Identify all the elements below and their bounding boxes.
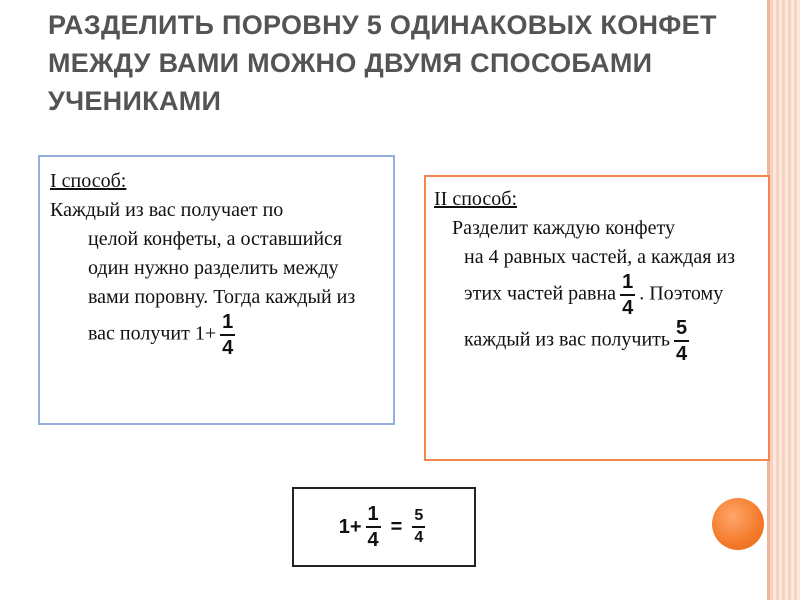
slide-title: РАЗДЕЛИТЬ ПОРОВНУ 5 ОДИНАКОВЫХ КОНФЕТ МЕЖДУ ВАМИ МОЖНО ДВУМЯ СПОСОБАМИ УЧЕНИКАМИ xyxy=(48,10,717,116)
method-two-text-first: Разделит каждую конфету xyxy=(452,217,675,239)
method-two-text-a: на 4 равных частей, а каждая из этих частей равна xyxy=(464,246,736,305)
method-one-heading: I способ: xyxy=(50,170,127,192)
fraction-numerator: 1 xyxy=(622,271,634,293)
fraction-numerator: 5 xyxy=(414,507,424,524)
method-two-fraction-b xyxy=(674,318,689,364)
method-one-box xyxy=(38,155,395,425)
formula-equals: = xyxy=(390,515,403,538)
method-two-text-b: . Поэтому каждый из вас получить xyxy=(464,282,724,351)
result-formula-box xyxy=(292,487,476,567)
method-one-text-rest: целой конфеты, а оставшийся один нужно разделить между вами поровну. Тогда каждый из вас получит 1+ xyxy=(88,228,356,345)
method-one-text xyxy=(50,225,383,358)
fraction-denominator: 4 xyxy=(412,526,425,546)
method-one-text-first: Каждый из вас получает по xyxy=(50,199,284,221)
fraction-denominator: 4 xyxy=(620,294,635,318)
decorative-orange-circle xyxy=(712,498,764,550)
method-two-text xyxy=(434,243,760,364)
fraction-denominator: 4 xyxy=(220,334,235,358)
method-two-box xyxy=(424,175,770,461)
fraction-denominator: 4 xyxy=(674,340,689,364)
method-two-fraction-a xyxy=(620,272,635,318)
fraction-denominator: 4 xyxy=(366,526,381,550)
decorative-stripe xyxy=(770,0,800,600)
fraction-numerator: 1 xyxy=(367,503,379,525)
formula-prefix: 1+ xyxy=(338,515,362,538)
method-two-heading: II способ: xyxy=(434,188,518,210)
method-one-fraction xyxy=(220,312,235,358)
formula-fraction-left xyxy=(366,504,381,550)
fraction-numerator: 1 xyxy=(222,311,234,333)
formula-fraction-right xyxy=(412,508,425,546)
fraction-numerator: 5 xyxy=(676,317,688,339)
